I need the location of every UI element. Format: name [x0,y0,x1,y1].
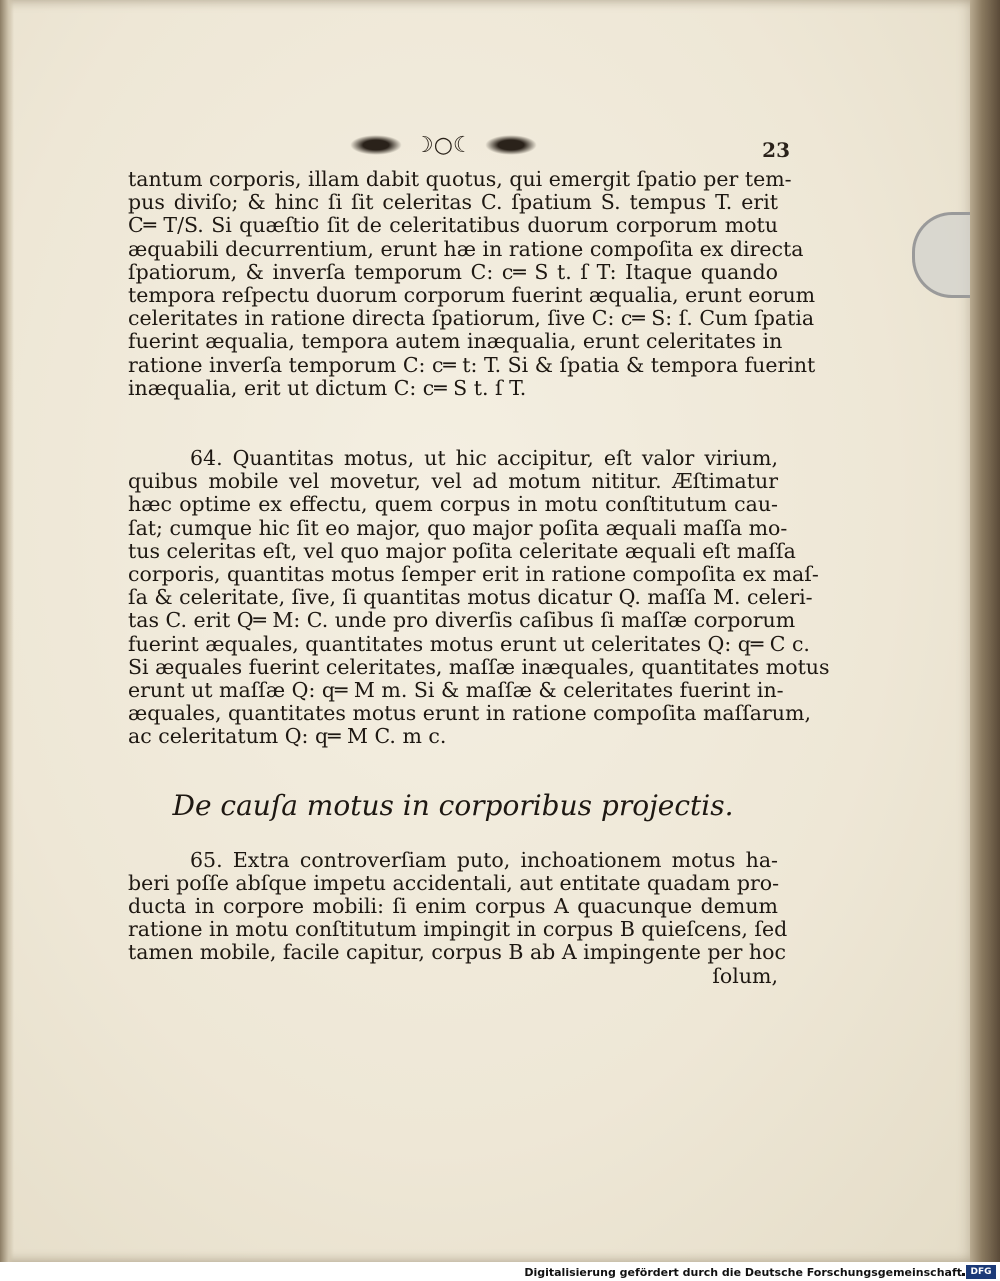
text-line: Si æquales fuerint celeritates, maſſæ inæquales, quantitates motus [128,654,830,679]
book-edge [970,0,1000,1262]
page-gutter [0,0,14,1262]
text-line: 65. Extra controverſiam puto, inchoationem motus ha- [190,847,778,872]
text-line: C═ T/S. Si quæſtio ſit de celeritatibus duorum corporum motu [128,213,778,238]
heading-gap [128,749,778,781]
text-line: inæqualia, erit ut dictum C: c═ S t. ſ T. [128,375,527,400]
paragraph-65 [128,847,788,988]
dfg-logo-icon: DFG [966,1265,996,1279]
paragraph-continued [128,167,816,400]
text-line: pus diviſo; & hinc ſi ſit celeritas C. ſpatium S. tempus T. erit [128,190,778,215]
paper-clip [912,212,975,298]
text-line: beri poſſe abſque impetu accidentali, aut entitate quadam pro- [128,870,780,895]
section-heading: De cauſa motus in corporibus projectis. [172,788,734,822]
page-header [130,130,790,164]
paragraph-gap [128,400,778,447]
footer-credit: Digitalisierung gefördert durch die Deutsche Forschungsgemeinschaft [524,1266,962,1279]
fleuron-left-icon [350,135,402,155]
text-line: fuerint æquales, quantitates motus erunt ut celeritates Q: q═ C c. [128,631,810,656]
text-line: ſat; cumque hic ſit eo major, quo major poſita æquali maſſa mo- [128,515,788,540]
text-line: 64. Quantitas motus, ut hic accipitur, eſt valor virium, [190,446,778,471]
body-text [128,167,830,988]
text-line: fuerint æqualia, tempora autem inæqualia, erunt celeritates in [128,329,783,354]
paragraph-64 [128,446,830,749]
text-line: ducta in corpore mobili: ſi enim corpus A quacunque demum [128,894,778,919]
text-line: erunt ut maſſæ Q: q═ M m. Si & maſſæ & celeritates fuerint in- [128,678,784,703]
catchword: ſolum, [712,963,778,988]
text-line: ac celeritatum Q: q═ M C. m c. [128,724,447,749]
moon-ornament: ☽○☾ [414,132,473,158]
footer-bar [0,1262,1000,1281]
footer-separator [962,1273,965,1276]
text-line: hæc optime ex effectu, quem corpus in motu conſtitutum cau- [128,492,778,517]
text-line: tus celeritas eſt, vel quo major poſita celeritate æquali eſt maſſa [128,538,796,563]
text-line: tempora reſpectu duorum corporum fuerint æqualia, erunt eorum [128,283,816,308]
page-number: 23 [762,138,790,162]
fleuron-right-icon [485,135,537,155]
text-line: corporis, quantitas motus ſemper erit in ratione compoſita ex maſ- [128,562,819,587]
text-line: æquabili decurrentium, erunt hæ in ratione compoſita ex directa [128,236,804,261]
text-line: ſa & celeritate, ſive, ſi quantitas motus dicatur Q. maſſa M. celeri- [128,585,813,610]
text-line: quibus mobile vel movetur, vel ad motum nititur. Æſtimatur [128,469,778,494]
header-ornament [350,130,537,160]
text-line: tamen mobile, facile capitur, corpus B ab A impingente per hoc [128,940,786,965]
text-line: æquales, quantitates motus erunt in ratione compoſita maſſarum, [128,701,811,726]
text-line: tantum corporis, illam dabit quotus, qui emergit ſpatio per tem- [128,167,792,191]
heading-gap [128,831,778,849]
text-line: ratione in motu conſtitutum impingit in corpus B quieſcens, ſed [128,917,788,942]
text-line: tas C. erit Q═ M: C. unde pro diverſis caſibus ſi maſſæ corporum [128,608,796,633]
text-line: ratione inverſa temporum C: c═ t: T. Si & ſpatia & tempora fuerint [128,352,816,377]
text-line: ſpatiorum, & inverſa temporum C: c═ S t. ſ T: Itaque quando [128,259,778,284]
text-line: celeritates in ratione directa ſpatiorum, ſive C: c═ S: ſ. Cum ſpatia [128,306,815,331]
